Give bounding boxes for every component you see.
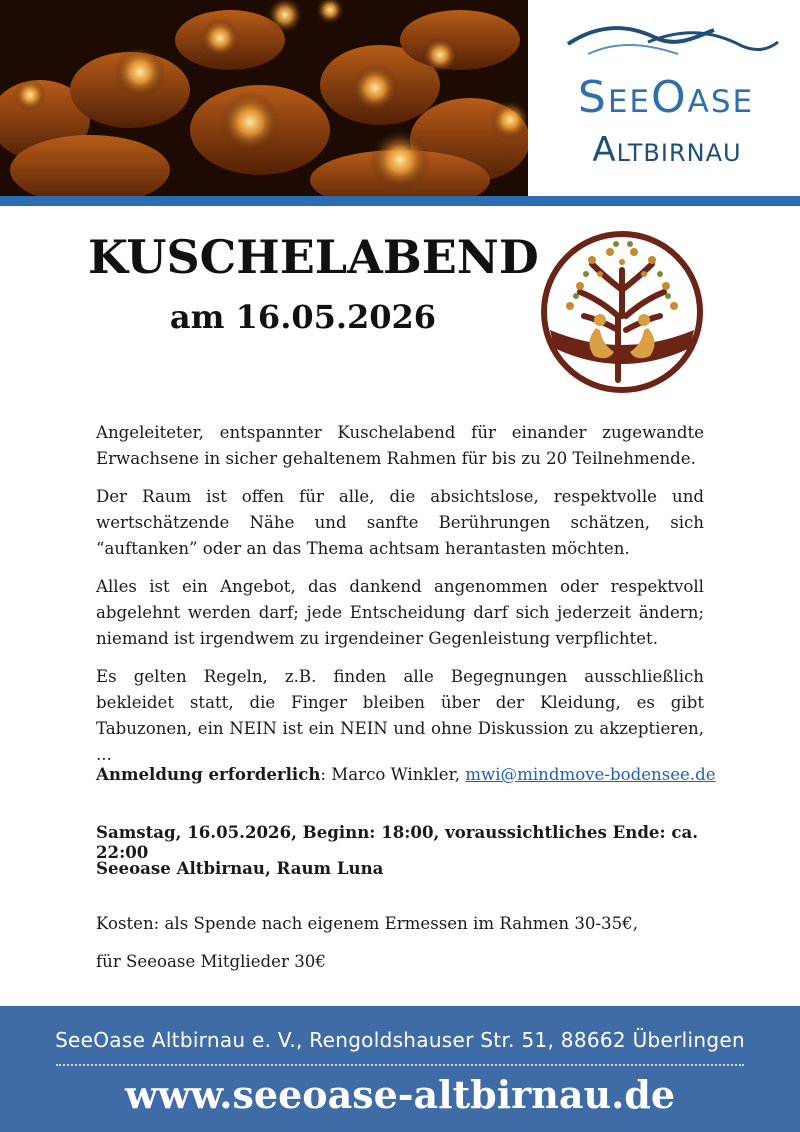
footer-url[interactable]: www.seeoase-altbirnau.de bbox=[124, 1072, 676, 1117]
logo-text-line2: Altbirnau bbox=[592, 130, 742, 170]
registration bbox=[96, 764, 736, 784]
logo-text-line1: SeeOase bbox=[577, 72, 755, 123]
event-schedule: Samstag, 16.05.2026, Beginn: 18:00, voraussichtliches Ende: ca. 22:00 bbox=[96, 822, 699, 862]
footer bbox=[0, 1006, 800, 1132]
description bbox=[96, 420, 704, 780]
costs-line-2: für Seeoase Mitglieder 30€ bbox=[96, 952, 326, 971]
seeoase-logo bbox=[528, 0, 800, 196]
candles-image bbox=[0, 0, 528, 196]
header bbox=[0, 0, 800, 196]
footer-address: SeeOase Altbirnau e. V., Rengoldshauser Str. 51, 88662 Überlingen bbox=[55, 1028, 745, 1052]
tree-of-life-icon bbox=[540, 230, 704, 394]
registration-label: Anmeldung erforderlich bbox=[96, 764, 321, 784]
event-location: Seeoase Altbirnau, Raum Luna bbox=[96, 858, 384, 878]
costs-line-1: Kosten: als Spende nach eigenem Ermessen im Rahmen 30-35€, bbox=[96, 914, 638, 933]
paragraph-2: Der Raum ist offen für alle, die absichtslose, respektvolle und wertschätzende Nähe und sanfte Berührungen schätzen, sich “auftanken” oder an das Thema achtsam herantasten möchten. bbox=[96, 487, 704, 558]
waves-icon bbox=[528, 0, 800, 70]
divider-bar bbox=[0, 196, 800, 206]
event-date: am 16.05.2026 bbox=[169, 298, 437, 336]
registration-contact: Marco Winkler, bbox=[331, 765, 466, 784]
registration-sep: : bbox=[320, 765, 332, 784]
footer-divider bbox=[56, 1064, 744, 1066]
paragraph-4: Es gelten Regeln, z.B. finden alle Begegnungen ausschließlich bekleidet statt, die Finger bleiben über der Kleidung, es gibt Tabuzonen, ein NEIN ist ein NEIN und ohne Diskussion zu akzeptieren, ... bbox=[96, 667, 704, 764]
event-title: KUSCHELABEND bbox=[88, 230, 539, 284]
email-link[interactable]: mwi@mindmove-bodensee.de bbox=[465, 765, 716, 784]
paragraph-3: Alles ist ein Angebot, das dankend angenommen oder respektvoll abgelehnt werden darf; jede Entscheidung darf sich jederzeit ändern; niemand ist irgendwem zu irgendeiner Gegenleistung verpflichtet. bbox=[96, 577, 704, 648]
candles-photo bbox=[0, 0, 528, 196]
paragraph-1: Angeleiteter, entspannter Kuschelabend für einander zugewandte Erwachsene in sicher gehaltenem Rahmen für bis zu 20 Teilnehmende. bbox=[96, 423, 704, 468]
